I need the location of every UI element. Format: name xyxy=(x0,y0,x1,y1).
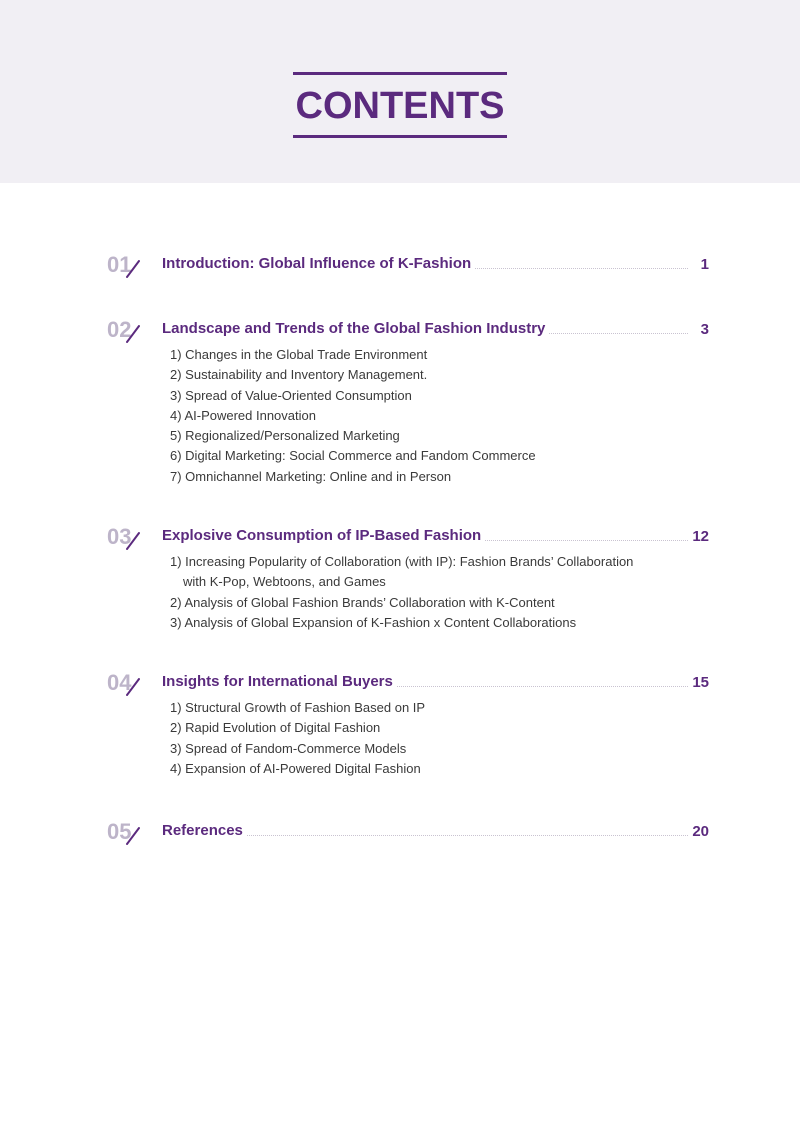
list-item[interactable]: 4) AI-Powered Innovation xyxy=(170,407,316,423)
page-number: 3 xyxy=(697,320,709,340)
list-item[interactable]: 1) Changes in the Global Trade Environment xyxy=(170,347,428,362)
list-item[interactable]: 3) Spread of Fandom-Commerce Models xyxy=(170,740,407,756)
section-title[interactable]: Introduction: Global Influence of K-Fashion xyxy=(162,254,474,274)
list-item[interactable]: 5) Regionalized/Personalized Marketing xyxy=(170,428,400,444)
section-title[interactable]: References xyxy=(162,821,246,841)
section-number: 04 xyxy=(107,669,147,697)
title-frame xyxy=(293,72,507,138)
slash-accent-icon xyxy=(123,527,143,551)
list-item[interactable]: 3) Spread of Value-Oriented Consumption xyxy=(170,387,412,403)
list-item[interactable]: 4) Expansion of AI-Powered Digital Fashion xyxy=(170,760,421,776)
header-band xyxy=(0,0,800,183)
section-number: 05 xyxy=(107,818,147,846)
page-number: 15 xyxy=(688,673,709,693)
subitem-list xyxy=(170,698,690,779)
page-number: 20 xyxy=(688,822,709,842)
slash-accent-icon xyxy=(123,255,143,279)
slash-accent-icon xyxy=(123,320,143,344)
slash-accent-icon xyxy=(123,822,143,846)
section-title[interactable]: Landscape and Trends of the Global Fashion Industry xyxy=(162,319,548,339)
section-title[interactable]: Insights for International Buyers xyxy=(162,672,396,692)
page-number: 12 xyxy=(688,527,709,547)
list-item[interactable]: 1) Increasing Popularity of Collaboration (with IP): Fashion Brands’ Collaboration xyxy=(170,554,634,569)
subitem-list xyxy=(170,345,690,487)
page-number: 1 xyxy=(697,255,709,275)
section-number: 02 xyxy=(107,316,147,344)
subitem-list xyxy=(170,552,690,633)
slash-accent-icon xyxy=(123,673,143,697)
section-title[interactable]: Explosive Consumption of IP-Based Fashion xyxy=(162,526,484,546)
list-item[interactable]: 2) Sustainability and Inventory Management. xyxy=(170,367,428,383)
list-item[interactable]: 6) Digital Marketing: Social Commerce and Fandom Commerce xyxy=(170,448,536,464)
list-item[interactable]: 7) Omnichannel Marketing: Online and in Person xyxy=(170,468,452,484)
list-item[interactable]: 2) Rapid Evolution of Digital Fashion xyxy=(170,720,381,736)
list-item[interactable]: 2) Analysis of Global Fashion Brands’ Collaboration with K-Content xyxy=(170,594,555,610)
section-number: 01 xyxy=(107,251,147,279)
page-title: CONTENTS xyxy=(295,85,505,127)
section-number: 03 xyxy=(107,523,147,551)
list-item[interactable]: 3) Analysis of Global Expansion of K-Fashion x Content Collaborations xyxy=(170,614,577,630)
list-item-continuation[interactable]: with K-Pop, Webtoons, and Games xyxy=(183,574,386,590)
list-item[interactable]: 1) Structural Growth of Fashion Based on IP xyxy=(170,700,426,715)
